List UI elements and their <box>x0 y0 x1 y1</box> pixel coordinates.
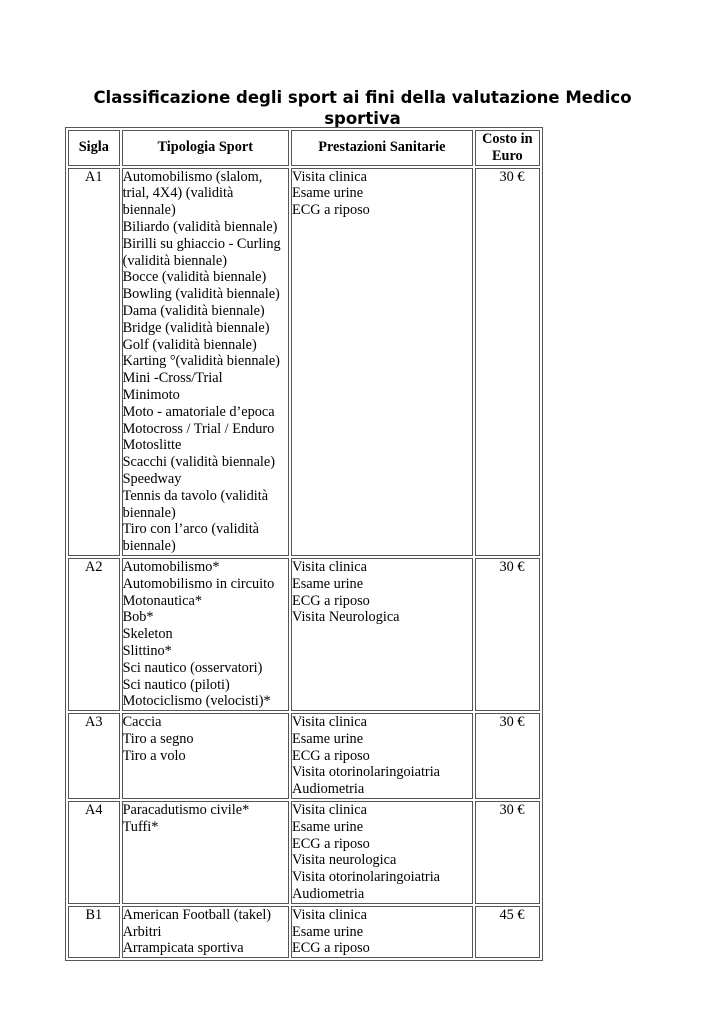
prestazione-item: Visita clinica <box>291 802 367 819</box>
costo-cell <box>475 713 540 799</box>
sport-item: Mini -Cross/Trial <box>122 370 223 387</box>
sport-item: Moto - amatoriale d’epoca <box>122 403 275 420</box>
sport-item: Biliardo (validità biennale) <box>122 218 278 235</box>
sport-item: Motociclismo (velocisti)* <box>122 693 271 710</box>
header-sigla: Sigla <box>68 130 120 166</box>
table-row <box>68 558 540 711</box>
costo-cell <box>475 906 540 958</box>
sport-item: Automobilismo in circuito <box>122 575 275 592</box>
prestazione-item: Visita neurologica <box>291 852 397 869</box>
sigla-cell: A1 <box>68 168 120 556</box>
costo-value: 30 € <box>499 168 525 185</box>
table-header-row <box>68 130 540 166</box>
table-row <box>68 801 540 904</box>
sport-item: Slittino* <box>122 642 172 659</box>
table-row <box>68 168 540 556</box>
costo-cell <box>475 801 540 904</box>
prestazioni-cell <box>291 168 473 556</box>
sport-item: Arbitri <box>122 923 162 940</box>
prestazione-item: Audiometria <box>291 781 365 798</box>
sport-item: Bridge (validità biennale) <box>122 319 270 336</box>
table-row <box>68 713 540 799</box>
prestazioni-cell <box>291 558 473 711</box>
sport-item: American Football (takel) <box>122 906 272 923</box>
sport-item: Speedway <box>122 470 182 487</box>
prestazione-item: Visita otorinolaringoiatria <box>291 764 441 781</box>
sport-item: Karting °(validità biennale) <box>122 353 280 370</box>
header-tipologia-sport: Tipologia Sport <box>122 130 289 166</box>
prestazione-item: Esame urine <box>291 575 364 592</box>
prestazione-item: Esame urine <box>291 818 364 835</box>
sport-item: Arrampicata sportiva <box>122 940 244 957</box>
sport-item: Bocce (validità biennale) <box>122 269 267 286</box>
sport-item: Caccia <box>122 714 162 731</box>
sport-item: Skeleton <box>122 626 173 643</box>
sport-item: Sci nautico (osservatori) <box>122 659 263 676</box>
prestazioni-cell <box>291 801 473 904</box>
sport-item: Sci nautico (piloti) <box>122 676 230 693</box>
prestazioni-cell <box>291 713 473 799</box>
costo-value: 30 € <box>499 558 525 575</box>
prestazione-item: Esame urine <box>291 185 364 202</box>
sports-cell <box>122 713 289 799</box>
prestazione-item: Visita clinica <box>291 714 367 731</box>
sport-item: Golf (validità biennale) <box>122 336 257 353</box>
sport-item: Motoslitte <box>122 437 182 454</box>
sports-cell <box>122 168 289 556</box>
document-title: Classificazione degli sport ai fini della valutazione Medico sportiva <box>93 88 632 128</box>
sport-item: Tiro con l’arco (validità biennale) <box>122 521 260 555</box>
sport-item: Birilli su ghiaccio - Curling (validità biennale) <box>122 235 281 269</box>
prestazione-item: Visita otorinolaringoiatria <box>291 869 441 886</box>
header-costo: Costo in Euro <box>475 130 540 166</box>
prestazione-item: ECG a riposo <box>291 747 370 764</box>
sport-item: Bob* <box>122 609 154 626</box>
sigla-cell: B1 <box>68 906 120 958</box>
sport-item: Tiro a segno <box>122 730 194 747</box>
sport-item: Automobilismo (slalom, trial, 4X4) (validità biennale) <box>122 168 263 219</box>
prestazione-item: ECG a riposo <box>291 202 370 219</box>
prestazione-item: Visita clinica <box>291 558 367 575</box>
sport-item: Dama (validità biennale) <box>122 302 265 319</box>
sport-item: Motonautica* <box>122 592 202 609</box>
table-row <box>68 906 540 958</box>
sport-item: Scacchi (validità biennale) <box>122 454 276 471</box>
prestazioni-cell <box>291 906 473 958</box>
prestazione-item: Visita Neurologica <box>291 609 400 626</box>
sigla-cell: A4 <box>68 801 120 904</box>
prestazione-item: ECG a riposo <box>291 940 370 957</box>
sport-item: Paracadutismo civile* <box>122 802 250 819</box>
prestazione-item: Visita clinica <box>291 906 367 923</box>
sport-item: Tuffi* <box>122 818 159 835</box>
sport-item: Minimoto <box>122 386 180 403</box>
sports-cell <box>122 906 289 958</box>
sport-item: Automobilismo* <box>122 558 220 575</box>
sigla-cell: A3 <box>68 713 120 799</box>
costo-value: 30 € <box>499 714 525 731</box>
header-prestazioni-sanitarie: Prestazioni Sanitarie <box>291 130 473 166</box>
costo-cell <box>475 168 540 556</box>
prestazione-item: ECG a riposo <box>291 835 370 852</box>
prestazione-item: Audiometria <box>291 886 365 903</box>
sigla-cell: A2 <box>68 558 120 711</box>
prestazione-item: Visita clinica <box>291 168 367 185</box>
sports-cell <box>122 558 289 711</box>
sport-item: Bowling (validità biennale) <box>122 286 280 303</box>
sport-item: Tiro a volo <box>122 747 186 764</box>
prestazione-item: Esame urine <box>291 923 364 940</box>
sport-item: Motocross / Trial / Enduro <box>122 420 275 437</box>
sport-item: Tennis da tavolo (validità biennale) <box>122 487 269 521</box>
costo-cell <box>475 558 540 711</box>
costo-value: 45 € <box>499 906 525 923</box>
prestazione-item: Esame urine <box>291 730 364 747</box>
prestazione-item: ECG a riposo <box>291 592 370 609</box>
sports-classification-table <box>65 127 543 961</box>
costo-value: 30 € <box>499 802 525 819</box>
sports-cell <box>122 801 289 904</box>
